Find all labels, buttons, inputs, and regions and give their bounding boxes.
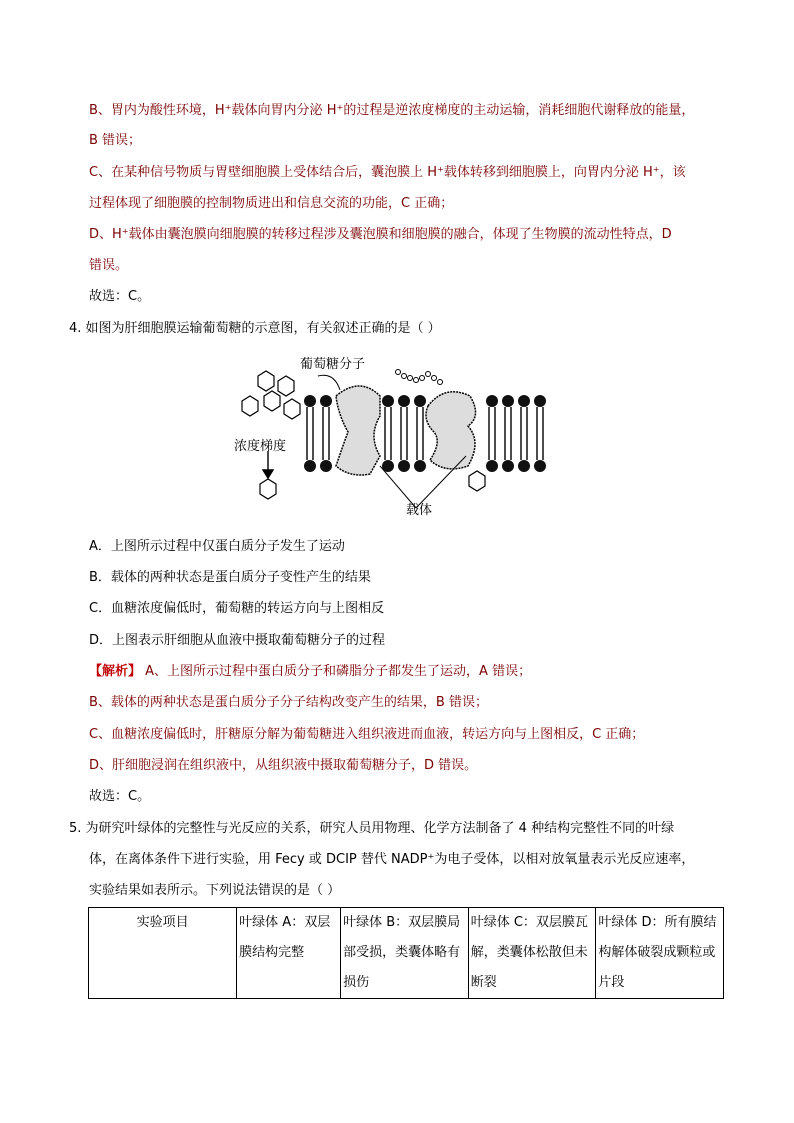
q4-option-c: C．血糖浓度偏低时，葡萄糖的转运方向与上图相反 [89,601,385,616]
table-header-cell: 叶绿体 B：双层膜局部受损，类囊体略有损伤 [341,908,469,999]
q5-stem-line1: 5. 为研究叶绿体的完整性与光反应的关系，研究人员用物理、化学方法制备了 4 种结构完整性不同的叶绿 [69,821,675,836]
table-header-cell: 叶绿体 D：所有膜结构解体破裂成颗粒或片段 [596,908,724,999]
figure-label-molecule: 葡萄糖分子 [300,357,366,372]
q3-explanation-d-line1: D、H⁺载体由囊泡膜向细胞膜的转移过程涉及囊泡膜和细胞膜的融合，体现了生物膜的流动性特点，D [89,227,672,242]
q4-stem: 4. 如图为肝细胞膜运输葡萄糖的示意图，有关叙述正确的是（ ） [69,321,441,336]
analysis-tag: 【解析】 [89,664,142,679]
q3-explanation-c-line2: 过程体现了细胞膜的控制物质进出和信息交流的功能，C 正确； [89,196,454,211]
q5-results-table [88,907,724,999]
q3-explanation-d-line2: 错误。 [89,258,129,273]
carrier-protein-2 [426,392,476,469]
q4-analysis-a: A、上图所示过程中蛋白质分子和磷脂分子都发生了运动，A 错误； [141,664,532,679]
bilayer-middle [382,395,426,472]
carrier-protein-1 [336,386,380,475]
membrane-transport-figure [230,356,560,516]
bilayer-right [486,395,546,472]
table-header-cell: 叶绿体 C：双层膜瓦解，类囊体松散但未断裂 [468,908,596,999]
q5-stem-line2: 体，在离体条件下进行实验，用 Fecy 或 DCIP 替代 NADP⁺为电子受体，以相对放氧量表示光反应速率， [89,852,695,867]
bilayer-left [304,395,332,472]
q4-analysis-b: B、载体的两种状态是蛋白质分子分子结构改变产生的结果，B 错误； [89,695,488,710]
q3-answer: 故选：C。 [89,289,151,304]
table-header-row [89,908,724,999]
q4-option-d: D．上图表示肝细胞从血液中摄取葡萄糖分子的过程 [89,633,386,648]
table-header-cell: 叶绿体 A：双层膜结构完整 [237,908,341,999]
q4-option-b: B．载体的两种状态是蛋白质分子变性产生的结果 [89,570,371,585]
gradient-arrow [263,451,273,478]
membrane-diagram [230,356,560,516]
q4-analysis-d: D、肝细胞浸润在组织液中，从组织液中摄取葡萄糖分子，D 错误。 [89,758,478,773]
figure-label-carrier: 载体 [406,503,433,516]
q3-explanation-c-line1: C、在某种信号物质与胃壁细胞膜上受体结合后，囊泡膜上 H⁺载体转移到细胞膜上，向胃内分泌 H⁺，该 [89,165,686,180]
q3-explanation-b-line1: B、胃内为酸性环境，H⁺载体向胃内分泌 H⁺的过程是逆浓度梯度的主动运输，消耗细胞代谢释放的能量， [89,103,695,118]
glycocalyx-chain [396,370,443,385]
q4-answer: 故选：C。 [89,789,151,804]
q5-stem-line3: 实验结果如表所示。下列说法错误的是（ ） [89,883,341,898]
q4-analysis-line1 [89,662,531,682]
q4-analysis-c: C、血糖浓度偏低时，肝糖原分解为葡萄糖进入组织液进而血液，转运方向与上图相反，C 正确； [89,727,645,742]
figure-label-gradient: 浓度梯度 [234,439,287,454]
q3-explanation-b-line2: B 错误； [89,133,142,148]
table-header-cell: 实验项目 [89,908,237,999]
q4-option-a: A．上图所示过程中仅蛋白质分子发生了运动 [89,539,345,554]
